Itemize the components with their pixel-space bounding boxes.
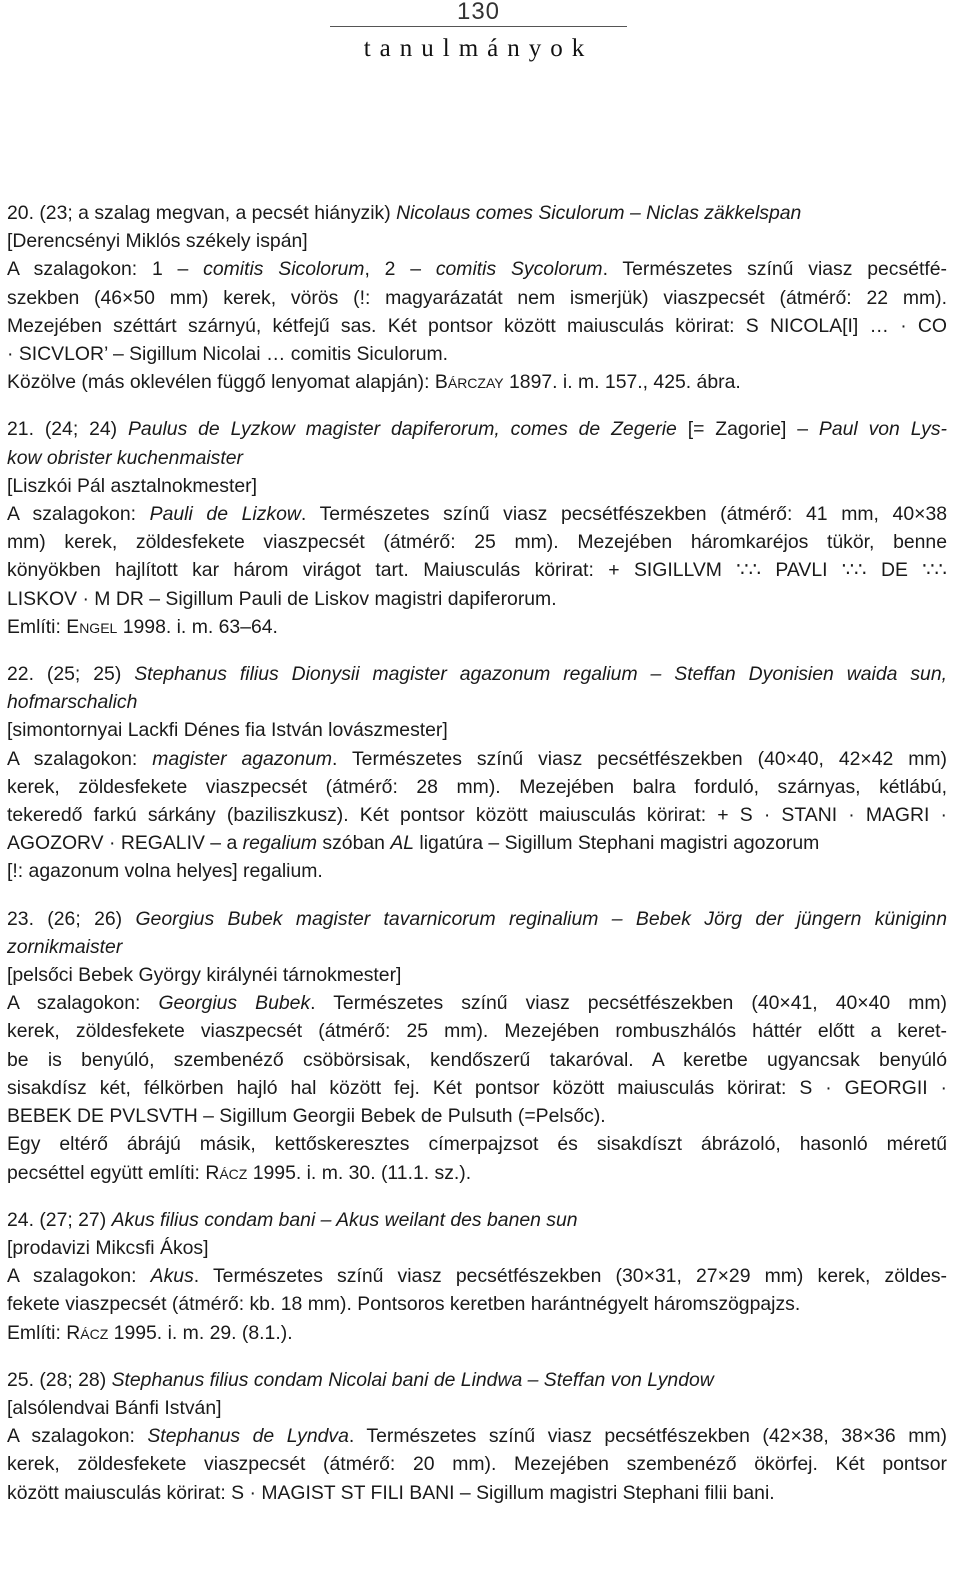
text-run: 21. (24; 24) <box>7 418 128 441</box>
text-line <box>7 933 947 961</box>
text-line <box>7 528 947 556</box>
italic-text: Akus filius condam bani – Akus weilant des banen sun <box>111 1208 578 1231</box>
text-run: 1995. i. m. 29. (8.1.). <box>108 1321 293 1344</box>
text-run: 22. (25; 25) <box>7 663 135 686</box>
text-line <box>7 1450 947 1478</box>
catalogue-entry <box>7 905 947 1187</box>
text-run: AGOZORV · REGALIV – a <box>7 832 243 855</box>
italic-text: regalium <box>242 832 318 855</box>
catalogue-entry <box>7 1206 947 1347</box>
italic-text: Georgius Bubek magister tavarnicorum reginalium – Bebek Jörg der jüngern küniginn <box>135 907 947 930</box>
text-run: A szalagokon: <box>7 992 159 1015</box>
text-run: [pelsőci Bebek György királynéi tárnokmester] <box>7 964 402 987</box>
text-run: [Liszkói Pál asztalnokmester] <box>7 474 258 497</box>
text-run: BEBEK DE PVLSVTH – Sigillum Georgii Bebek de Pulsuth (=Pelsőc). <box>7 1105 606 1128</box>
text-line <box>7 368 947 396</box>
text-run: szóban <box>317 832 391 855</box>
text-run: . Természetes színű viasz pecsétfészekben (átmérő: 41 mm, 40×38 <box>300 503 948 526</box>
catalogue-entry <box>7 415 947 641</box>
italic-text: Pauli de Lizkow <box>149 503 301 526</box>
text-run: . Természetes színű viasz pecsétfészekben (40×41, 40×40 mm) <box>310 992 947 1015</box>
text-run: kerek, zöldesfekete viaszpecsét (átmérő: 28 mm). Mezejében balra forduló, szárnyas, kétlábú, <box>7 775 947 798</box>
text-line <box>7 444 947 472</box>
text-run: LISKOV · M DR – Sigillum Pauli de Liskov magistri dapiferorum. <box>7 587 557 610</box>
text-line <box>7 227 947 255</box>
text-line <box>7 660 947 688</box>
text-line <box>7 556 947 584</box>
italic-text: comitis Sicolorum <box>203 258 365 281</box>
text-run: , 2 – <box>364 258 436 281</box>
text-run: Említi: <box>7 1321 67 1344</box>
text-run: A szalagokon: <box>7 1265 151 1288</box>
text-line <box>7 613 947 641</box>
text-run: fekete viaszpecsét (átmérő: kb. 18 mm). Pontsoros keretben harántnégyelt háromszögpajzs. <box>7 1293 801 1316</box>
italic-text: Stephanus filius Dionysii magister agazonum regalium – Steffan Dyonisien waida sun, <box>134 663 947 686</box>
text-run: [Derencsényi Miklós székely ispán] <box>7 230 308 253</box>
text-line <box>7 716 947 744</box>
text-line <box>7 989 947 1017</box>
text-run: mm) kerek, zöldesfekete viaszpecsét (átmérő: 25 mm). Mezejében háromkaréjos tükör, benne <box>7 531 947 554</box>
italic-text: Stephanus de Lyndva <box>147 1425 349 1448</box>
text-line <box>7 284 947 312</box>
text-run: . Természetes színű viasz pecsétfészekben (30×31, 27×29 mm) kerek, zöldes- <box>193 1265 948 1288</box>
text-run: 20. (23; a szalag megvan, a pecsét hiányzik) <box>7 202 397 224</box>
text-run: szekben (46×50 mm) kerek, vörös (!: magyarázatát nem ismerjük) viaszpecsét (átmérő: 22 mm). <box>7 286 947 309</box>
section-title: tanulmányok <box>363 35 594 62</box>
text-run: [alsólendvai Bánfi István] <box>7 1396 222 1419</box>
text-run: be is benyúló, szembenéző csöbörsisak, kendőszerű takaróval. A keretbe ugyancsak benyúló <box>7 1048 947 1071</box>
text-run: 25. (28; 28) <box>7 1368 112 1391</box>
text-run: 1995. i. m. 30. (11.1. sz.). <box>247 1161 472 1184</box>
text-line <box>7 312 947 340</box>
italic-text: Paulus de Lyzkow magister dapiferorum, comes de Zegerie <box>127 418 677 441</box>
text-line <box>7 1366 947 1394</box>
text-line <box>7 1206 947 1234</box>
text-line <box>7 1479 947 1507</box>
text-run: Közölve (más oklevélen függő lenyomat alapján): <box>7 371 435 394</box>
text-run: . Természetes színű viasz pecsétfészekben (42×38, 38×36 mm) <box>348 1425 947 1448</box>
text-line <box>7 199 947 227</box>
text-line <box>7 500 947 528</box>
text-line <box>7 340 947 368</box>
italic-text: Akus <box>150 1265 194 1288</box>
text-line <box>7 829 947 857</box>
text-line <box>7 1290 947 1318</box>
author-name: Rácz <box>205 1161 248 1184</box>
text-run: Egy eltérő ábrájú másik, kettőskeresztes címerpajzsot és sisakdíszt ábrázoló, hasonló méretű <box>7 1133 947 1156</box>
text-line <box>7 1046 947 1074</box>
text-line <box>7 905 947 933</box>
italic-text: hofmarschalich <box>7 691 138 714</box>
text-line <box>7 1130 947 1158</box>
text-line <box>7 773 947 801</box>
document-body <box>7 199 947 1507</box>
catalogue-entry <box>7 199 947 396</box>
text-line <box>7 857 947 885</box>
catalogue-entry <box>7 1366 947 1507</box>
text-run: Említi: <box>7 615 67 638</box>
text-run: kerek, zöldesfekete viaszpecsét (átmérő: 20 mm). Mezejében szembenéző ökörfej. Két pontsor <box>7 1453 947 1476</box>
text-run: A szalagokon: <box>7 747 153 770</box>
text-line <box>7 801 947 829</box>
text-run: [= Zagorie] – <box>676 418 819 441</box>
author-name: Bárczay <box>434 371 504 394</box>
text-run: . Természetes színű viasz pecsétfé- <box>602 258 947 281</box>
italic-text: kow obrister kuchenmaister <box>7 446 244 469</box>
text-run: 1998. i. m. 63–64. <box>117 615 278 638</box>
text-run: Mezejében széttárt szárnyú, kétfejű sas. Két pontsor között maiusculás körirat: S NICOLA[I] … · CO <box>7 314 947 337</box>
page-number: 130 <box>456 0 501 25</box>
text-run: . Természetes színű viasz pecsétfészekben (40×40, 42×42 mm) <box>332 747 947 770</box>
italic-text: Stephanus filius condam Nicolai bani de Lindwa – Steffan von Lyndow <box>111 1368 714 1391</box>
text-line <box>7 1234 947 1262</box>
text-line <box>7 1262 947 1290</box>
header-rule <box>330 26 627 27</box>
text-line <box>7 1102 947 1130</box>
text-run: könyökben hajlított kar három virágot tart. Maiusculás körirat: + SIGILLVM ∵∴ PAVLI ∵∴ DE ∵∴ <box>7 559 947 582</box>
italic-text: zornikmaister <box>7 935 123 958</box>
page-header <box>330 0 627 70</box>
text-line <box>7 472 947 500</box>
italic-text: comitis Sycolorum <box>435 258 603 281</box>
text-run: tekeredő farkú sárkány (baziliszkusz). Két pontsor között maiusculás körirat: + S · STANI · MAGRI · <box>7 804 947 827</box>
catalogue-entry <box>7 660 947 886</box>
text-run: [!: agazonum volna helyes] regalium. <box>7 860 323 883</box>
text-line <box>7 585 947 613</box>
text-run: pecséttel együtt említi: <box>7 1161 206 1184</box>
text-run: A szalagokon: <box>7 1425 148 1448</box>
text-line <box>7 745 947 773</box>
text-run: sisakdísz két, félkörben hajló hal között fej. Két pontsor között maiusculás körirat: S · GEORGII · <box>7 1076 947 1099</box>
text-run: kerek, zöldesfekete viaszpecsét (átmérő: 25 mm). Mezejében rombuszhálós háttér előtt a keret- <box>7 1020 947 1043</box>
text-line <box>7 1159 947 1187</box>
text-run: között maiusculás körirat: S · MAGIST ST FILI BANI – Sigillum magistri Stephani filii bani. <box>7 1481 775 1504</box>
text-run: [simontornyai Lackfi Dénes fia István lovászmester] <box>7 719 448 742</box>
text-line <box>7 688 947 716</box>
text-run: 23. (26; 26) <box>7 907 136 930</box>
text-run: 24. (27; 27) <box>7 1208 112 1231</box>
text-line <box>7 1017 947 1045</box>
italic-text: Georgius Bubek <box>158 992 311 1015</box>
text-line <box>7 255 947 283</box>
text-run: A szalagokon: <box>7 503 150 526</box>
text-run: ligatúra – Sigillum Stephani magistri agozorum <box>414 832 820 855</box>
italic-text: Nicolaus comes Siculorum – Niclas zäkkelspan <box>396 202 802 224</box>
italic-text: AL <box>390 832 415 855</box>
italic-text: magister agazonum <box>152 747 333 770</box>
text-run: 1897. i. m. 157., 425. ábra. <box>503 371 741 394</box>
author-name: Engel <box>66 615 118 638</box>
text-run: [prodavizi Mikcsfi Ákos] <box>7 1236 209 1259</box>
text-run: A szalagokon: 1 – <box>7 258 204 281</box>
text-line <box>7 1422 947 1450</box>
text-line <box>7 1319 947 1347</box>
italic-text: Paul von Lys- <box>818 418 947 441</box>
text-line <box>7 415 947 443</box>
author-name: Rácz <box>66 1321 109 1344</box>
text-line <box>7 1394 947 1422</box>
text-line <box>7 1074 947 1102</box>
text-line <box>7 961 947 989</box>
text-run: · SICVLOR’ – Sigillum Nicolai … comitis Siculorum. <box>7 343 449 366</box>
